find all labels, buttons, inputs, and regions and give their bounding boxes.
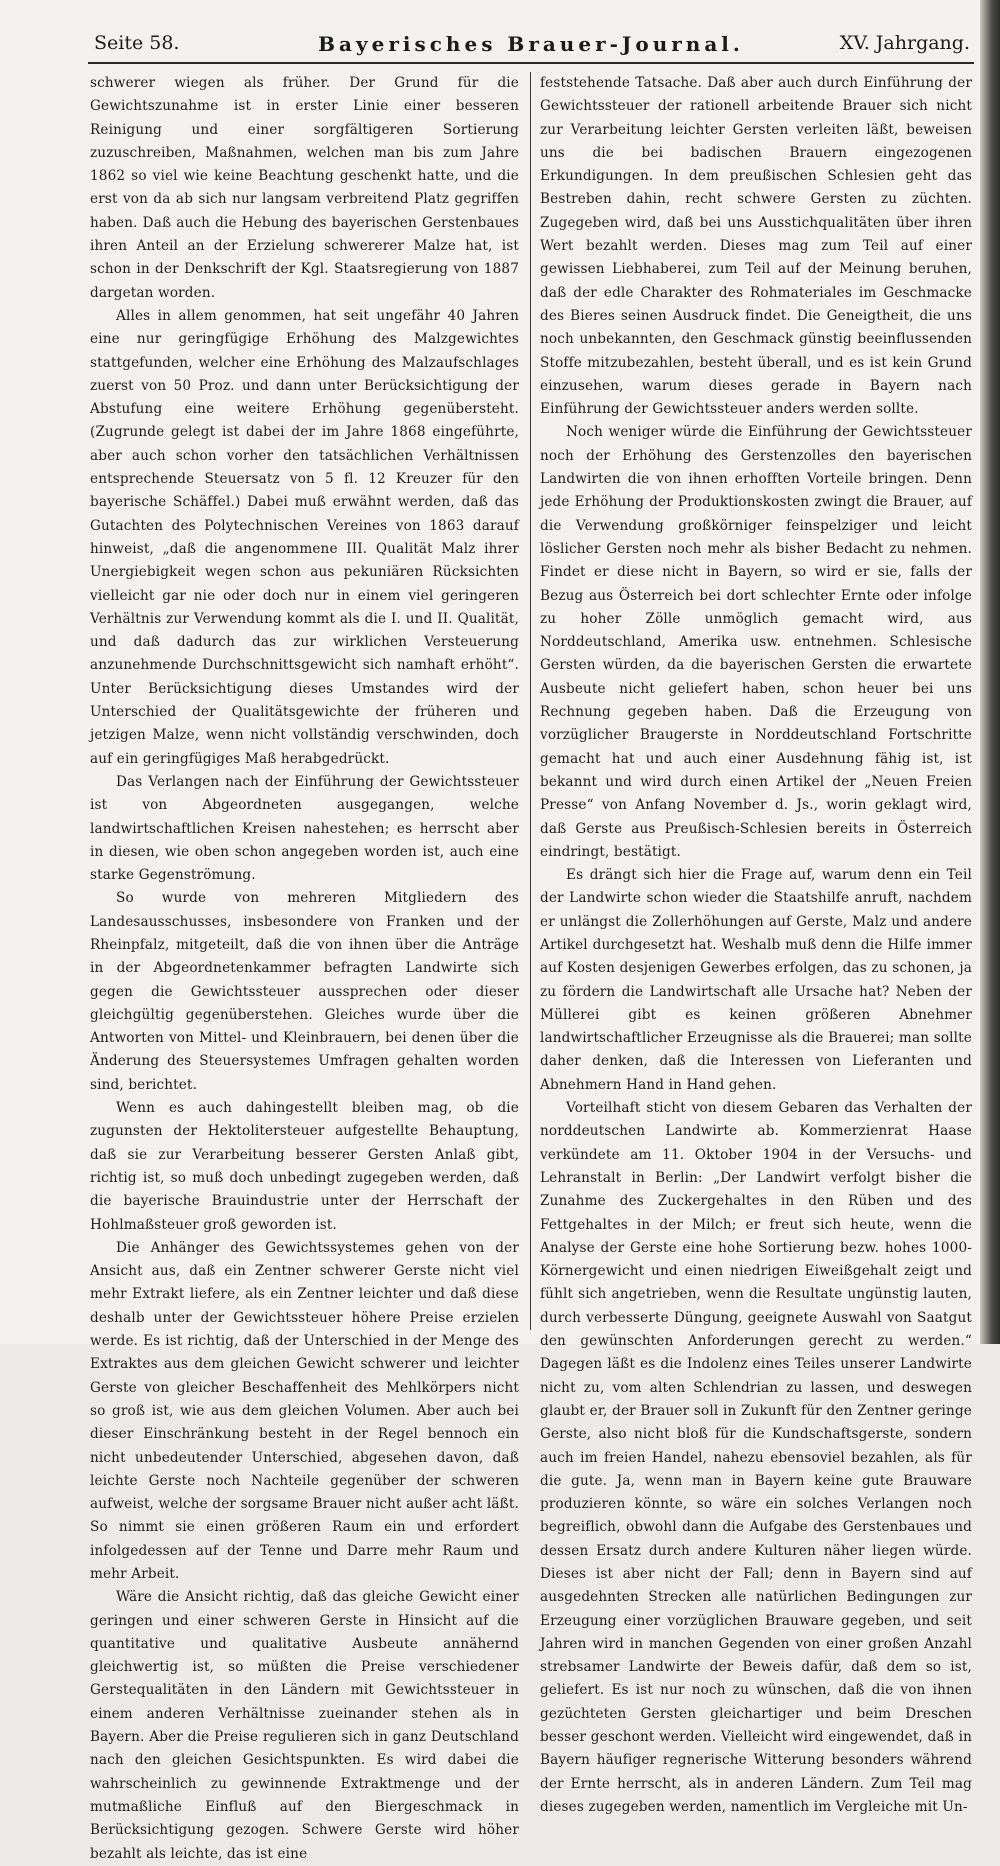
paragraph: So wurde von mehreren Mitgliedern des Landesausschusses, insbesondere von Franken und der Rheinpfalz, mitgeteilt, daß die von ihnen über die Anträge in der Abgeordnetenkammer befragten Landwirte sich gegen die Gewichtssteuer aussprechen oder dieser gleichgültig gegenüberstehen. Gleiches wurde über die Antworten von Mittel- und Kleinbrauern, bei denen über die Änderung des Steuersystemes Umfragen gehalten worden sind, berichtet.: [90, 890, 519, 1093]
page-number: Seite 58.: [94, 32, 180, 54]
paragraph: Das Verlangen nach der Einführung der Gewichtssteuer ist von Abgeordneten ausgegangen, welche landwirtschaftlichen Kreisen nahestehen; es herrscht aber in diesen, wie oben schon angegeben worden ist, auch eine starke Gegenströmung.: [90, 773, 519, 884]
paragraph: Alles in allem genommen, hat seit ungefähr 40 Jahren eine nur geringfügige Erhöhung des Malzgewichtes stattgefunden, welcher eine Erhöhung des Malzaufschlages zuerst von 50 Proz. und dann unter Berücksichtigung der Abstufung eine weitere Erhöhung gegenübersteht. (Zugrunde gelegt ist dabei der im Jahre 1868 eingeführte, aber auch schon vorher den tatsächlichen Verhältnissen entsprechende Steuersatz von 5 fl. 12 Kreuzer für den bayerische Schäffel.) Dabei muß erwähnt werden, daß das Gutachten des Polytechnischen Vereines von 1863 darauf hinweist, „daß die angenommene III. Qualität Malz ihrer Unergiebigkeit wegen schon aus pekuniären Rücksichten vielleicht gar nie oder doch nur in einem viel geringeren Verhältnis zur Verwendung kommt als die I. und II. Qualität, und daß dadurch das zur wirklichen Versteuerung anzunehmende Durchschnittsgewicht sich namhaft erhöht“. Unter Berücksichtigung dieses Umstandes wird der Unterschied der Qualitätsgewichte der früheren und jetzigen Malze, wenn nicht vollständig verschwinden, doch auf ein geringfügiges Maß herabgedrückt.: [90, 307, 519, 767]
page-header: [88, 28, 974, 64]
paragraph: Es drängt sich hier die Frage auf, warum denn ein Teil der Landwirte schon wieder die Staatshilfe anruft, nachdem er unlängst die Zollerhöhungen auf Gerste, Malz und andere Artikel durchgesetzt hat. Weshalb muß denn die Hilfe immer auf Kosten desjenigen Gewerbes erfolgen, das zu schonen, ja zu fördern die Landwirtschaft alle Ursache hat? Neben der Müllerei gibt es keinen größeren Abnehmer landwirtschaftlicher Erzeugnisse als die Brauerei; man sollte daher denken, daß die Interessen von Lieferanten und Abnehmern Hand in Hand gehen.: [540, 867, 972, 1093]
column-divider: [530, 72, 531, 1330]
page-edge-shadow: [980, 0, 1000, 1344]
paragraph: Wenn es auch dahingestellt bleiben mag, ob die zugunsten der Hektolitersteuer aufgestellte Behauptung, daß sie zur Verarbeitung besserer Gersten Anlaß gibt, richtig ist, so muß doch unbedingt zugegeben werden, daß die bayerische Brauindustrie unter der Herrschaft der Hohlmaßsteuer groß geworden ist.: [90, 1100, 519, 1233]
paragraph: Die Anhänger des Gewichtssystemes gehen von der Ansicht aus, daß ein Zentner schwerer Gerste nicht viel mehr Extrakt liefere, als ein Zentner leichter und daß diese deshalb unter der Gewichtssteuer höhere Preise erzielen werde. Es ist richtig, daß der Unterschied in der Menge des Extraktes aus dem gleichen Gewicht schwerer und leichter Gerste von gleicher Beschaffenheit des Mehlkörpers nicht so groß ist, wie aus dem gleichen Volumen. Aber auch bei dieser Einschränkung besteht in der Regel bennoch ein nicht unbedeutender Unterschied, abgesehen davon, daß leichte Gerste noch Nachteile gegenüber der schweren aufweist, welche der sorgsame Brauer nicht außer acht läßt. So nimmt sie einen größeren Raum ein und erfordert infolgedessen auf der Tenne und Darre mehr Raum und mehr Arbeit.: [90, 1239, 519, 1582]
right-column: [540, 72, 972, 1815]
paragraph: Vorteilhaft sticht von diesem Gebaren das Verhalten der norddeutschen Landwirte ab. Kommerzienrat Haase verkündete am 11. Oktober 1904 in der Versuchs- und Lehranstalt in Berlin: „Der Landwirt verfolgt bisher die Zunahme des Zuckergehaltes in den Rüben und des Fettgehaltes in der Milch; er freut sich heute, wenn die Analyse der Gerste eine hohe Sortierung bezw. hohes 1000-Körnergewicht und einen niedrigen Eiweißgehalt zeigt und fühlt sich angetrieben, wenn die Resultate ungünstig lauten, durch verbesserte Düngung, geeignete Auswahl von Saatgut den gewünschten Anforderungen gerecht zu werden.“ Dagegen läßt es die Indolenz eines Teiles unserer Landwirte nicht zu, vom alten Schlendrian zu lassen, und deswegen glaubt er, der Brauer soll in Zukunft für den Zentner geringe Gerste, also nicht bloß für die Kundschaftsgerste, sondern auch im freien Handel, nahezu ebensoviel bezahlen, als für die gute. Ja, wenn man in Bayern keine gute Brauware produzieren könnte, so wäre ein solches Verlangen noch begreiflich, obwohl dann die Aufgabe des Gerstenbaues und dessen Ersatz durch andere Kulturen näher liegen würde. Dieses ist aber nicht der Fall; denn in Bayern sind auf ausgedehnten Strecken alle natürlichen Bedingungen zur Erzeugung einer vorzüglichen Brauware gegeben, und seit Jahren wird in manchen Gegenden von einer großen Anzahl strebsamer Landwirte der Beweis dafür, daß dem so ist, geliefert. Es ist nur noch zu wünschen, daß die von ihnen gezüchteten Gersten gleichartiger und beim Dreschen besser geschont werden. Vielleicht wird eingewendet, daß in Bayern häufiger regnerische Witterung besonders während der Ernte herrscht, als in anderen Ländern. Zum Teil mag dieses zugegeben werden, namentlich im Vergleiche mit Un-: [540, 1100, 972, 1815]
journal-title: Bayerisches Brauer-Journal.: [318, 32, 744, 56]
paragraph: Wäre die Ansicht richtig, daß das gleiche Gewicht einer geringen und einer schweren Gerste in Hinsicht auf die quantitative und qualitative Ausbeute annähernd gleichwertig ist, so müßten die Preise verschiedener Gerstequalitäten in den Ländern mit Gewichtssteuer in einem anderen Verhältnisse zueinander stehen als in Bayern. Aber die Preise regulieren sich in ganz Deutschland nach den gleichen Gesichtspunkten. Es wird dabei die wahrscheinlich zu gewinnende Extraktmenge und der mutmaßliche Einfluß auf den Biergeschmack in Berücksichtigung gezogen. Schwere Gerste wird höher bezahlt als leichte, das ist eine: [90, 1589, 519, 1862]
paragraph: Noch weniger würde die Einführung der Gewichtssteuer noch der Erhöhung des Gerstenzolles den bayerischen Landwirten die von ihnen erhofften Vorteile bringen. Denn jede Erhöhung der Produktionskosten zwingt die Brauer, auf die Verwendung großkörniger feinspelziger und leicht löslicher Gersten noch mehr als bisher Bedacht zu nehmen. Findet er diese nicht in Bayern, so wird er sie, falls der Bezug aus Österreich bei dort schlechter Ernte oder infolge zu hoher Zölle unmöglich gemacht wird, aus Norddeutschland, Amerika usw. entnehmen. Schlesische Gersten würden, da die bayerischen Gersten die erwartete Ausbeute nicht geliefert haben, schon heuer bei uns Rechnung gegeben haben. Daß die Erzeugung von vorzüglicher Braugerste in Norddeutschland Fortschritte gemacht hat und auch einer Ausdehnung fähig ist, ist bekannt und wird durch einen Artikel der „Neuen Freien Presse“ von Anfang November d. Js., worin geklagt wird, daß Gerste aus Preußisch-Schlesien bereits in Österreich eindringt, bestätigt.: [540, 424, 972, 860]
paragraph: schwerer wiegen als früher. Der Grund für die Gewichtszunahme ist in erster Linie einer besseren Reinigung und einer sorgfältigeren Sortierung zuzuschreiben, Maßnahmen, welchen man bis zum Jahre 1862 so viel wie keine Beachtung geschenkt hatte, und die erst von da ab sich nur langsam verbreitend Platz gegriffen haben. Daß auch die Hebung des bayerischen Gerstenbaues ihren Anteil an der Erzielung schwererer Malze hat, ist schon in der Denkschrift der Kgl. Staatsregierung von 1887 dargetan worden.: [90, 75, 519, 301]
left-column: [90, 72, 519, 1862]
volume-label: XV. Jahrgang.: [839, 32, 970, 54]
paragraph: feststehende Tatsache. Daß aber auch durch Einführung der Gewichtssteuer der rationell arbeitende Brauer sich nicht zur Verarbeitung leichter Gersten verleiten läßt, beweisen uns die bei badischen Brauern eingezogenen Erkundigungen. In dem preußischen Schlesien geht das Bestreben dahin, recht schwere Gersten zu züchten. Zugegeben wird, daß bei uns Ausstichqualitäten über ihren Wert bezahlt werden. Dieses mag zum Teil auf einer gewissen Liebhaberei, zum Teil auf der Meinung beruhen, daß der edle Charakter des Rohmateriales im Geschmacke des Bieres seinen Ausdruck findet. Die Geneigtheit, die uns noch unbekannten, den Geschmack günstig beeinflussenden Stoffe mitzubezahlen, besteht überall, und es ist kein Grund einzusehen, warum dieses gerade in Bayern nach Einführung der Gewichtssteuer anders werden sollte.: [540, 75, 972, 418]
